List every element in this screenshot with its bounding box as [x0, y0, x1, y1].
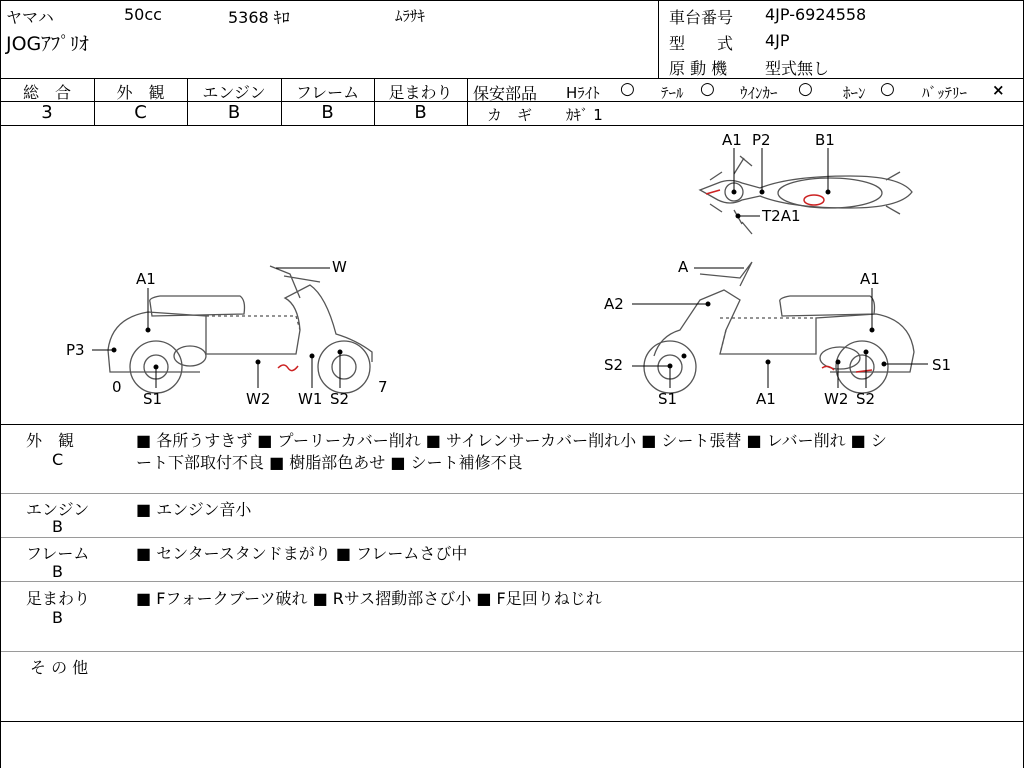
remarks-suspension-label: 足まわり: [26, 589, 91, 608]
grade-frame-value: B: [321, 102, 334, 123]
remarks-frame-line1: ■ センタースタンドまがり ■ フレームさび中: [136, 544, 468, 563]
damage-mark-left-floor: [278, 365, 298, 371]
remarks-suspension-grade: B: [52, 608, 63, 627]
label-top-b1: B1: [815, 131, 835, 149]
grade-suspension-value: B: [414, 102, 427, 123]
label-left-w2: W2: [246, 390, 271, 408]
label-left-a1: A1: [136, 270, 156, 288]
mileage: 5368 ｷﾛ: [228, 8, 290, 27]
type-label: 型 式: [669, 34, 734, 53]
remarks-engine-grade: B: [52, 517, 63, 536]
label-left-seven: 7: [378, 378, 388, 396]
key-value: ｶｷﾞ 1: [566, 106, 603, 124]
grade-frame-label: フレーム: [295, 83, 360, 102]
type-value: 4JP: [765, 31, 790, 50]
displacement: 50cc: [124, 5, 162, 24]
top-view-scooter: [700, 156, 912, 234]
remarks-exterior-line2: ート下部取付不良 ■ 樹脂部色あせ ■ シート補修不良: [136, 453, 523, 472]
remarks-frame-label: フレーム: [26, 544, 90, 563]
grade-suspension-label: 足まわり: [388, 83, 453, 102]
safety-winker-mark: ○: [798, 79, 813, 99]
grade-engine-value: B: [227, 102, 241, 123]
remarks-other-label: そ の 他: [30, 658, 89, 677]
key-label: カ ギ: [487, 106, 533, 124]
label-left-s2: S2: [330, 390, 350, 408]
safety-horn: ﾎｰﾝ: [843, 84, 866, 102]
safety-headlight-mark: ○: [620, 79, 635, 99]
label-top-p2: P2: [752, 131, 771, 149]
maker: ヤマハ: [6, 8, 54, 27]
label-top-t2a1: T2A1: [762, 207, 801, 225]
label-right-s1-left: S1: [658, 390, 678, 408]
grade-overall-label: 総 合: [22, 83, 71, 102]
grade-exterior-value: C: [134, 102, 147, 123]
safety-label: 保安部品: [473, 84, 538, 103]
safety-headlight: Hﾗｲﾄ: [566, 84, 600, 102]
label-right-s1-right: S1: [932, 356, 952, 374]
safety-tail: ﾃｰﾙ: [661, 84, 684, 102]
label-right-s2: S2: [604, 356, 624, 374]
damage-mark-right-floor: [822, 366, 834, 370]
engine-type-value: 型式無し: [765, 59, 830, 78]
color: ﾑﾗｻｷ: [395, 7, 426, 25]
remarks-exterior-grade: C: [52, 450, 64, 469]
remarks-engine-label: エンジン: [26, 500, 90, 519]
grade-overall-value: 3: [41, 102, 53, 123]
remarks-suspension-line1: ■ Fフォークブーツ破れ ■ Rサス摺動部さび小 ■ F足回りねじれ: [136, 589, 602, 608]
damage-mark-top-front: [706, 190, 720, 194]
label-right-a1-bottom: A1: [756, 390, 776, 408]
safety-battery-mark: ×: [992, 81, 1005, 99]
label-right-w2: W2: [824, 390, 849, 408]
grade-exterior-label: 外 観: [116, 83, 165, 102]
label-left-s1: S1: [143, 390, 163, 408]
label-right-s2-bottom: S2: [856, 390, 876, 408]
safety-battery: ﾊﾞｯﾃﾘｰ: [922, 84, 968, 102]
label-left-zero: 0: [112, 378, 122, 396]
label-left-w: W: [332, 258, 347, 276]
label-right-a2: A2: [604, 295, 624, 313]
model-name: JOGｱﾌﾟﾘｵ: [6, 33, 89, 55]
label-left-p3: P3: [66, 341, 85, 359]
label-right-a1: A1: [860, 270, 880, 288]
engine-type-label: 原 動 機: [669, 59, 728, 78]
safety-winker: ｳｲﾝｶｰ: [740, 84, 778, 102]
label-top-a1: A1: [722, 131, 742, 149]
label-left-w1: W1: [298, 390, 323, 408]
remarks-frame-grade: B: [52, 562, 63, 581]
grade-engine-label: エンジン: [202, 83, 266, 102]
safety-tail-mark: ○: [700, 79, 715, 99]
frame-number-label: 車台番号: [669, 8, 734, 27]
remarks-engine-line1: ■ エンジン音小: [136, 500, 252, 519]
remarks-exterior-label: 外 観: [26, 431, 75, 450]
label-right-a: A: [678, 258, 689, 276]
frame-number-value: 4JP-6924558: [765, 5, 867, 24]
remarks-exterior-line1: ■ 各所うすきず ■ プーリーカバー削れ ■ サイレンサーカバー削れ小 ■ シート張替 ■ レバー削れ ■ シ: [136, 431, 887, 450]
safety-horn-mark: ○: [880, 79, 895, 99]
damage-mark-top-seat: [804, 195, 824, 205]
